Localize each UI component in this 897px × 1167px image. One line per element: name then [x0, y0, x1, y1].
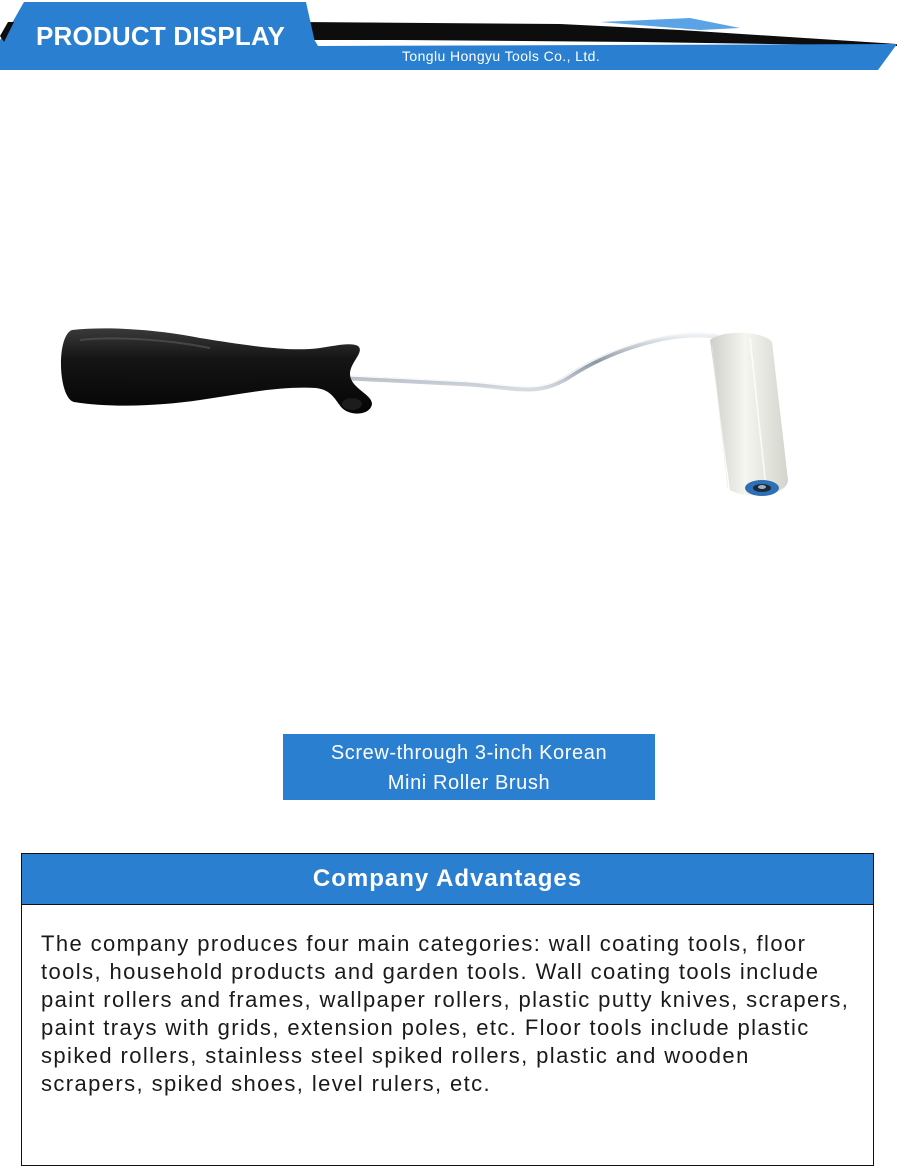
- advantages-heading: Company Advantages: [22, 854, 873, 905]
- page-title: PRODUCT DISPLAY: [36, 21, 286, 51]
- caption-line-1: Screw-through 3-inch Korean: [330, 742, 608, 764]
- advantages-body-text: The company produces four main categories: wall coating tools, floor tools, household products and garden tools. Wall coating tools include paint rollers and frames, wallpaper rollers, plastic putty knives, scrapers, paint trays with grids, extension poles, etc. Floor tools include plastic spiked rollers, stainless steel spiked rollers, plastic and wooden scrapers, spiked shoes, level rulers, etc.: [41, 931, 850, 1096]
- paint-roller-icon: [50, 316, 830, 530]
- product-caption: [283, 734, 655, 800]
- product-photo: [50, 316, 830, 530]
- caption-line-2: Mini Roller Brush: [387, 772, 551, 794]
- header-banner: [0, 0, 897, 72]
- company-advantages-panel: [21, 853, 874, 1166]
- company-name: Tonglu Hongyu Tools Co., Ltd.: [402, 48, 601, 64]
